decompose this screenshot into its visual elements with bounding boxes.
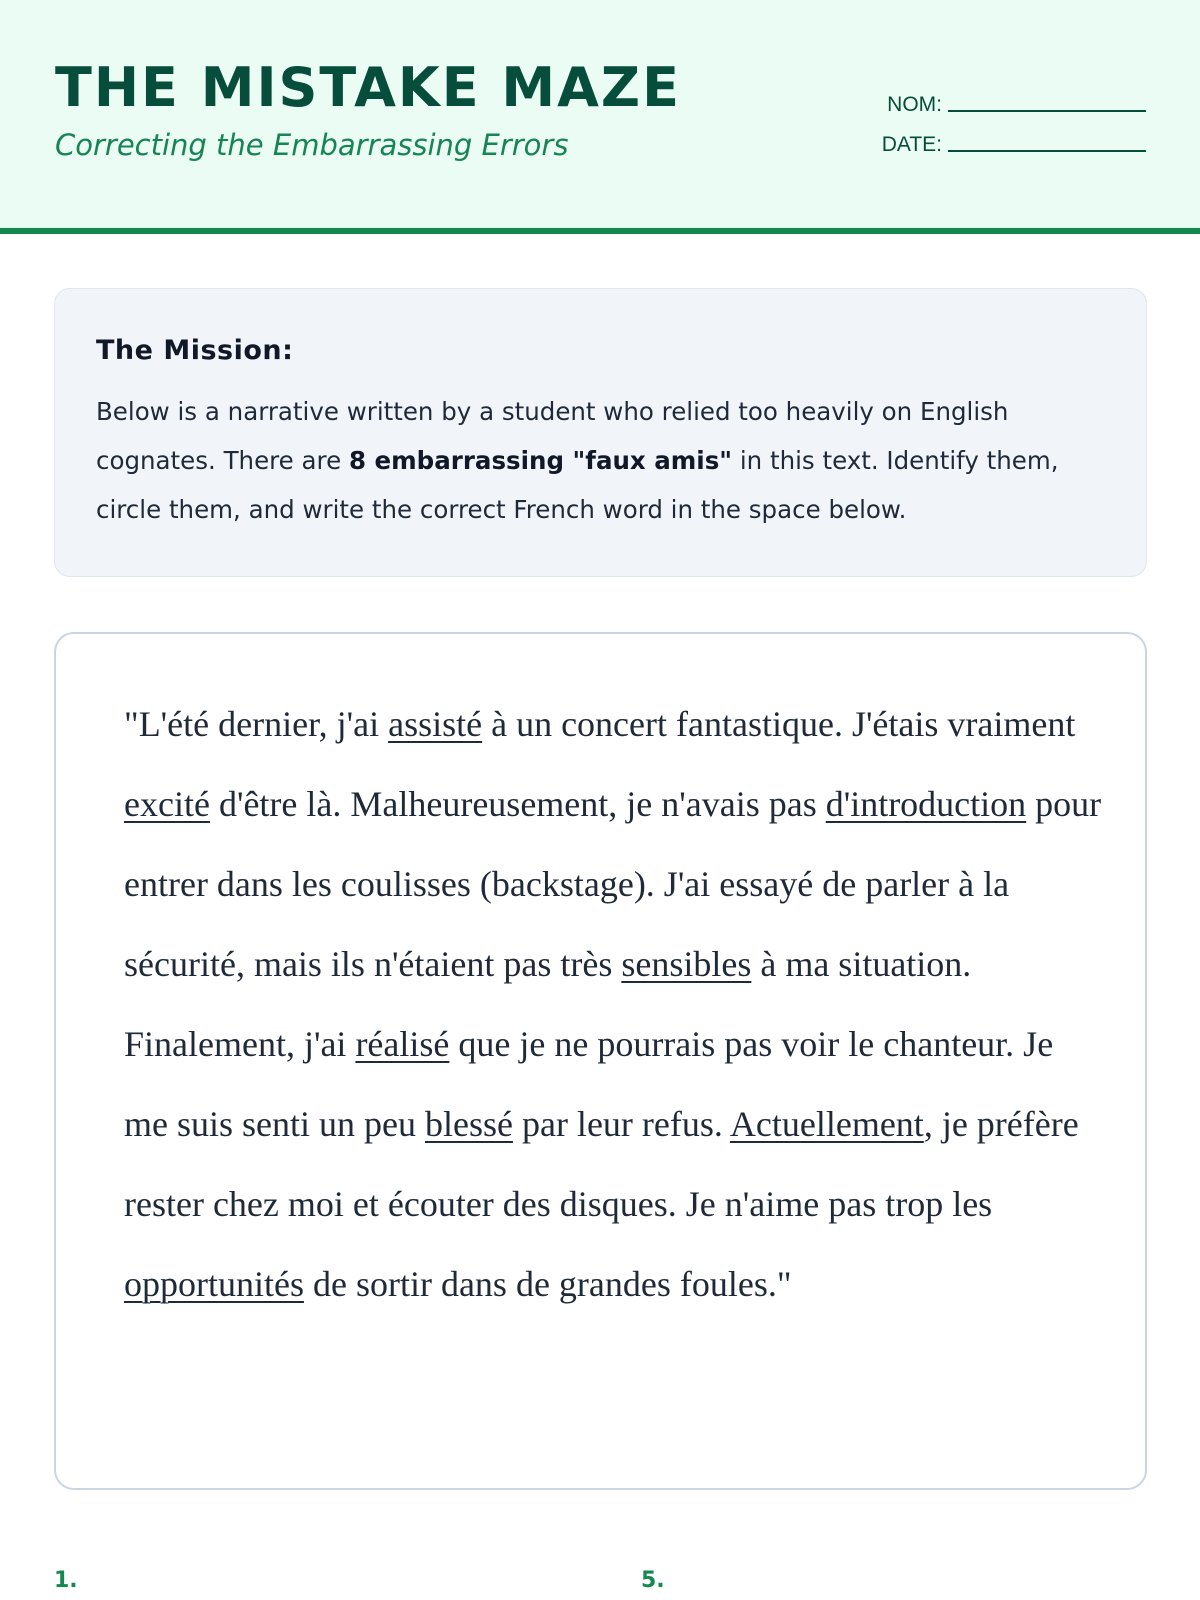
answer-number-5: 5.	[641, 1568, 665, 1593]
date-row	[846, 118, 1146, 158]
faux-ami-word[interactable]: sensibles	[621, 944, 752, 984]
story-segment: que je ne pourrais pas voir le chanteur. Je me suis senti un peu	[124, 1024, 1054, 1144]
mission-instructions	[96, 387, 1106, 534]
date-blank[interactable]	[948, 150, 1146, 152]
story-segment: de sortir dans de grandes foules."	[303, 1264, 792, 1304]
faux-ami-word[interactable]: excité	[124, 784, 210, 824]
story-segment: pour entrer dans les coulisses (backstage). J'ai essayé de parler à la sécurité, mais ils n'étaient pas très	[124, 784, 1102, 984]
faux-ami-word[interactable]: d'introduction	[825, 784, 1027, 824]
faux-ami-word[interactable]: réalisé	[355, 1024, 450, 1064]
answer-number-1: 1.	[54, 1568, 78, 1593]
worksheet-subtitle: Correcting the Embarrassing Errors	[55, 128, 569, 162]
name-row	[846, 78, 1146, 118]
story-segment: par leur refus.	[512, 1104, 730, 1144]
faux-ami-word[interactable]: Actuellement	[729, 1104, 924, 1144]
narrative-text	[124, 684, 1105, 1324]
story-segment: d'être là. Malheureusement, je n'avais pas	[209, 784, 826, 824]
story-segment: à un concert fantastique. J'étais vraiment	[482, 704, 1076, 744]
faux-ami-word[interactable]: assisté	[388, 704, 483, 744]
faux-ami-word[interactable]: blessé	[424, 1104, 513, 1144]
name-label: NOM:	[887, 93, 942, 116]
narrative-box	[54, 632, 1147, 1490]
story-segment: "L'été dernier, j'ai	[124, 704, 389, 744]
worksheet-title: THE MISTAKE MAZE	[55, 56, 681, 119]
name-blank[interactable]	[948, 110, 1146, 112]
date-label: DATE:	[881, 133, 942, 156]
answer-section	[54, 1568, 1147, 1600]
mission-text-bold: 8 embarrassing "faux amis"	[348, 446, 733, 475]
mission-title: The Mission:	[96, 335, 294, 366]
story-segment: à ma situation. Finalement, j'ai	[124, 944, 972, 1064]
mission-box	[54, 288, 1147, 577]
worksheet-header	[0, 0, 1200, 234]
student-info	[846, 78, 1146, 158]
faux-ami-word[interactable]: opportunités	[124, 1264, 304, 1304]
mission-text-end: in this text. Identify them, circle them, and write the correct French word in the space below.	[96, 446, 1059, 524]
mission-text-start: Below is a narrative written by a student who relied too heavily on English cognates. There are	[96, 397, 1009, 475]
story-segment: , je préfère rester chez moi et écouter des disques. Je n'aime pas trop les	[124, 1104, 1079, 1224]
